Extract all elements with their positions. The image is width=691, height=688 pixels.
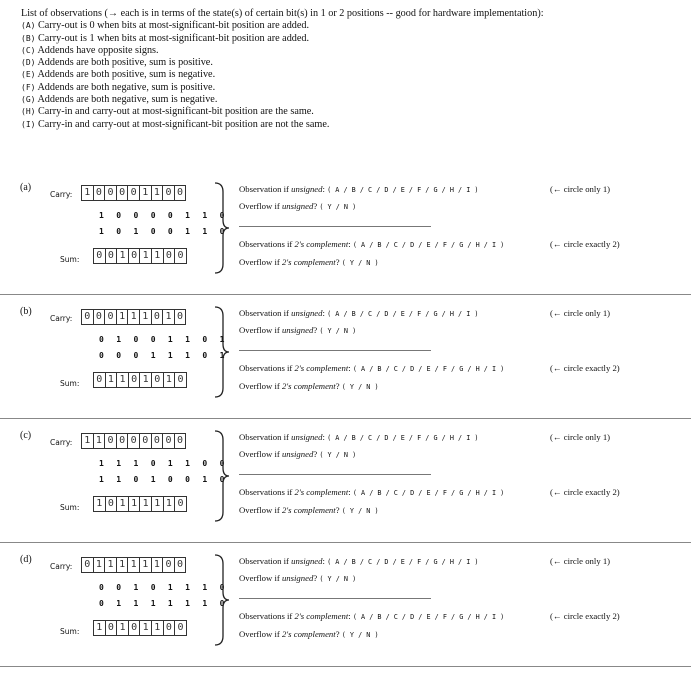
sum-bit: 0 bbox=[106, 621, 118, 635]
right-brace-icon bbox=[212, 306, 232, 398]
sum-bit: 1 bbox=[117, 373, 129, 387]
observation-text: Carry-out is 0 when bits at most-significant-bit position are added. bbox=[38, 20, 310, 32]
sum-bit: 1 bbox=[152, 621, 164, 635]
problem-letter: (d) bbox=[20, 554, 32, 565]
observation-item bbox=[21, 20, 681, 32]
addend-a: 1 0 0 0 0 1 1 0 bbox=[99, 211, 229, 220]
sum-bit: 0 bbox=[106, 249, 118, 263]
observation-options[interactable]: ( A / B / C / D / E / F / G / H / I ) bbox=[327, 558, 479, 566]
sum-boxes bbox=[93, 248, 187, 264]
right-brace-icon bbox=[212, 430, 232, 522]
sum-bit: 1 bbox=[129, 497, 141, 511]
addend-b: 0 0 0 1 1 1 0 1 bbox=[99, 351, 229, 360]
carry-bit: 0 bbox=[128, 434, 140, 448]
carry-bit: 1 bbox=[163, 310, 175, 324]
sum-boxes bbox=[93, 620, 187, 636]
carry-bit: 0 bbox=[128, 186, 140, 200]
sum-bit: 1 bbox=[117, 249, 129, 263]
yes-no-options[interactable]: ( Y / N ) bbox=[341, 507, 379, 515]
carry-bit: 1 bbox=[82, 186, 94, 200]
overflow-twos-prompt: Overflow if 2's complement? ( Y / N ) bbox=[239, 629, 379, 639]
sum-bit: 0 bbox=[152, 373, 164, 387]
hint-circle-two: (← circle exactly 2) bbox=[550, 239, 620, 249]
carry-bit: 0 bbox=[117, 434, 129, 448]
sum-bit: 1 bbox=[140, 249, 152, 263]
carry-bit: 0 bbox=[177, 435, 184, 446]
observation-item bbox=[21, 82, 681, 94]
carry-bit: 0 bbox=[117, 186, 129, 200]
observation-twos-prompt: Observations if 2's complement: ( A / B / C / D / E / F / G / H / I ) bbox=[239, 239, 505, 249]
sum-bit: 1 bbox=[164, 497, 176, 511]
sum-bit: 1 bbox=[140, 497, 152, 511]
observation-twos-prompt: Observations if 2's complement: ( A / B / C / D / E / F / G / H / I ) bbox=[239, 487, 505, 497]
observation-text: Addends have opposite signs. bbox=[37, 44, 159, 56]
problem-a bbox=[0, 182, 691, 300]
answer-line bbox=[239, 598, 431, 599]
sum-bit: 1 bbox=[94, 621, 106, 635]
observation-code: (G) bbox=[21, 95, 36, 105]
sum-bit: 1 bbox=[152, 249, 164, 263]
sum-bit: 1 bbox=[140, 373, 152, 387]
addend-b: 1 1 0 1 0 0 1 0 bbox=[99, 475, 229, 484]
carry-label: Carry: bbox=[50, 438, 73, 447]
carry-bit: 0 bbox=[82, 558, 94, 572]
sum-boxes bbox=[93, 496, 187, 512]
sum-boxes bbox=[93, 372, 187, 388]
hint-circle-one: (← circle only 1) bbox=[550, 184, 611, 194]
sum-bit: 1 bbox=[140, 621, 152, 635]
overflow-twos-prompt: Overflow if 2's complement? ( Y / N ) bbox=[239, 505, 379, 515]
sum-bit: 0 bbox=[106, 497, 118, 511]
problem-letter: (c) bbox=[20, 430, 32, 441]
yes-no-options[interactable]: ( Y / N ) bbox=[319, 203, 357, 211]
problem-c bbox=[0, 430, 691, 548]
yes-no-options[interactable]: ( Y / N ) bbox=[341, 259, 379, 267]
addend-a: 0 0 1 0 1 1 1 0 bbox=[99, 583, 229, 592]
yes-no-options[interactable]: ( Y / N ) bbox=[319, 327, 357, 335]
sum-bit: 0 bbox=[129, 621, 141, 635]
carry-label: Carry: bbox=[50, 562, 73, 571]
carry-bit: 1 bbox=[94, 434, 106, 448]
answer-line bbox=[239, 474, 431, 475]
sum-bit: 0 bbox=[94, 373, 106, 387]
sum-bit: 0 bbox=[177, 374, 184, 385]
overflow-twos-prompt: Overflow if 2's complement? ( Y / N ) bbox=[239, 257, 379, 267]
sum-bit: 0 bbox=[177, 250, 184, 261]
overflow-unsigned-prompt: Overflow if unsigned? ( Y / N ) bbox=[239, 201, 357, 211]
carry-bit: 0 bbox=[177, 311, 184, 322]
carry-bit: 1 bbox=[117, 558, 129, 572]
carry-bit: 0 bbox=[140, 434, 152, 448]
addend-a: 0 1 0 0 1 1 0 1 bbox=[99, 335, 229, 344]
carry-bit: 0 bbox=[105, 186, 117, 200]
observation-item bbox=[21, 94, 681, 106]
sum-bit: 1 bbox=[117, 497, 129, 511]
carry-bit: 0 bbox=[105, 434, 117, 448]
carry-bit: 1 bbox=[140, 558, 152, 572]
sum-bit: 1 bbox=[117, 621, 129, 635]
sum-bit: 0 bbox=[129, 373, 141, 387]
carry-boxes bbox=[81, 557, 186, 573]
observation-unsigned-prompt: Observation if unsigned: ( A / B / C / D / E / F / G / H / I ) bbox=[239, 432, 479, 442]
carry-bit: 1 bbox=[140, 186, 152, 200]
addend-b: 0 1 1 1 1 1 1 0 bbox=[99, 599, 229, 608]
sum-bit: 1 bbox=[152, 497, 164, 511]
carry-bit: 1 bbox=[94, 558, 106, 572]
problem-letter: (a) bbox=[20, 182, 32, 193]
sum-bit: 1 bbox=[164, 373, 176, 387]
observation-options[interactable]: ( A / B / C / D / E / F / G / H / I ) bbox=[327, 186, 479, 194]
yes-no-options[interactable]: ( Y / N ) bbox=[341, 383, 379, 391]
sum-bit: 0 bbox=[164, 621, 176, 635]
observation-options[interactable]: ( A / B / C / D / E / F / G / H / I ) bbox=[352, 365, 505, 373]
carry-bit: 1 bbox=[117, 310, 129, 324]
observation-options[interactable]: ( A / B / C / D / E / F / G / H / I ) bbox=[352, 489, 505, 497]
hint-circle-one: (← circle only 1) bbox=[550, 308, 611, 318]
observation-text: Addends are both positive, sum is positive. bbox=[37, 57, 213, 69]
yes-no-options[interactable]: ( Y / N ) bbox=[319, 451, 357, 459]
carry-bit: 0 bbox=[94, 186, 106, 200]
observation-item bbox=[21, 57, 681, 69]
sum-bit: 0 bbox=[177, 498, 184, 509]
observation-twos-prompt: Observations if 2's complement: ( A / B / C / D / E / F / G / H / I ) bbox=[239, 363, 505, 373]
observation-twos-prompt: Observations if 2's complement: ( A / B / C / D / E / F / G / H / I ) bbox=[239, 611, 505, 621]
carry-bit: 0 bbox=[152, 434, 164, 448]
observation-code: (B) bbox=[21, 33, 36, 43]
observation-item bbox=[21, 33, 681, 45]
carry-bit: 0 bbox=[152, 310, 164, 324]
carry-bit: 0 bbox=[177, 559, 184, 570]
observation-unsigned-prompt: Observation if unsigned: ( A / B / C / D / E / F / G / H / I ) bbox=[239, 308, 479, 318]
sum-label: Sum: bbox=[60, 255, 80, 264]
carry-bit: 0 bbox=[163, 434, 175, 448]
carry-bit: 0 bbox=[105, 310, 117, 324]
observation-item bbox=[21, 69, 681, 81]
carry-bit: 1 bbox=[152, 558, 164, 572]
answer-line bbox=[239, 226, 431, 227]
sum-bit: 0 bbox=[177, 622, 184, 633]
observation-code: (F) bbox=[21, 82, 36, 92]
sum-bit: 0 bbox=[94, 249, 106, 263]
overflow-twos-prompt: Overflow if 2's complement? ( Y / N ) bbox=[239, 381, 379, 391]
addend-a: 1 1 1 0 1 1 0 0 bbox=[99, 459, 229, 468]
observation-item bbox=[21, 106, 681, 118]
problem-b bbox=[0, 306, 691, 424]
carry-bit: 1 bbox=[140, 310, 152, 324]
sum-label: Sum: bbox=[60, 503, 80, 512]
problem-letter: (b) bbox=[20, 306, 32, 317]
hint-circle-two: (← circle exactly 2) bbox=[550, 363, 620, 373]
observation-unsigned-prompt: Observation if unsigned: ( A / B / C / D / E / F / G / H / I ) bbox=[239, 184, 479, 194]
observation-text: Carry-out is 1 when bits at most-significant-bit position are added. bbox=[38, 32, 310, 44]
observation-unsigned-prompt: Observation if unsigned: ( A / B / C / D / E / F / G / H / I ) bbox=[239, 556, 479, 566]
observation-code: (I) bbox=[21, 119, 36, 129]
observation-options[interactable]: ( A / B / C / D / E / F / G / H / I ) bbox=[327, 310, 479, 318]
right-brace-icon bbox=[212, 554, 232, 646]
carry-boxes bbox=[81, 433, 186, 449]
hint-circle-one: (← circle only 1) bbox=[550, 556, 611, 566]
overflow-unsigned-prompt: Overflow if unsigned? ( Y / N ) bbox=[239, 573, 357, 583]
observation-item bbox=[21, 119, 681, 131]
observation-code: (H) bbox=[21, 107, 36, 117]
overflow-unsigned-prompt: Overflow if unsigned? ( Y / N ) bbox=[239, 449, 357, 459]
carry-bit: 1 bbox=[128, 558, 140, 572]
observation-code: (C) bbox=[21, 45, 36, 55]
hint-circle-two: (← circle exactly 2) bbox=[550, 611, 620, 621]
right-brace-icon bbox=[212, 182, 232, 274]
carry-bit: 0 bbox=[82, 310, 94, 324]
observation-text: Addends are both negative, sum is positive. bbox=[37, 81, 216, 93]
carry-bit: 0 bbox=[94, 310, 106, 324]
observation-text: Carry-in and carry-out at most-significant-bit position are the same. bbox=[38, 106, 314, 118]
carry-bit: 1 bbox=[105, 558, 117, 572]
answer-line bbox=[239, 350, 431, 351]
carry-bit: 0 bbox=[177, 187, 184, 198]
observation-code: (A) bbox=[21, 21, 36, 31]
hint-circle-two: (← circle exactly 2) bbox=[550, 487, 620, 497]
observation-code: (E) bbox=[21, 70, 36, 80]
hint-circle-one: (← circle only 1) bbox=[550, 432, 611, 442]
observation-options[interactable]: ( A / B / C / D / E / F / G / H / I ) bbox=[327, 434, 479, 442]
overflow-unsigned-prompt: Overflow if unsigned? ( Y / N ) bbox=[239, 325, 357, 335]
carry-boxes bbox=[81, 309, 186, 325]
sum-bit: 0 bbox=[164, 249, 176, 263]
observation-text: Carry-in and carry-out at most-significant-bit position are not the same. bbox=[38, 118, 330, 130]
addend-b: 1 0 1 0 0 1 1 0 bbox=[99, 227, 229, 236]
observation-text: Addends are both positive, sum is negative. bbox=[37, 69, 216, 81]
observation-code: (D) bbox=[21, 58, 36, 68]
sum-bit: 0 bbox=[129, 249, 141, 263]
problem-d bbox=[0, 554, 691, 672]
observation-item bbox=[21, 45, 681, 57]
carry-bit: 0 bbox=[163, 186, 175, 200]
sum-label: Sum: bbox=[60, 627, 80, 636]
observation-text: Addends are both negative, sum is negative. bbox=[37, 94, 218, 106]
yes-no-options[interactable]: ( Y / N ) bbox=[319, 575, 357, 583]
observation-options[interactable]: ( A / B / C / D / E / F / G / H / I ) bbox=[352, 241, 505, 249]
carry-boxes bbox=[81, 185, 186, 201]
observation-list bbox=[21, 8, 681, 131]
carry-bit: 1 bbox=[82, 434, 94, 448]
sum-bit: 1 bbox=[106, 373, 118, 387]
carry-bit: 0 bbox=[163, 558, 175, 572]
observation-list-heading: List of observations (→ each is in terms of the state(s) of certain bit(s) in 1 or 2 positions -- good for hardware implementation): bbox=[21, 8, 544, 19]
carry-label: Carry: bbox=[50, 190, 73, 199]
sum-bit: 1 bbox=[94, 497, 106, 511]
carry-bit: 1 bbox=[128, 310, 140, 324]
sum-label: Sum: bbox=[60, 379, 80, 388]
observation-options[interactable]: ( A / B / C / D / E / F / G / H / I ) bbox=[352, 613, 505, 621]
carry-bit: 1 bbox=[152, 186, 164, 200]
yes-no-options[interactable]: ( Y / N ) bbox=[341, 631, 379, 639]
carry-label: Carry: bbox=[50, 314, 73, 323]
